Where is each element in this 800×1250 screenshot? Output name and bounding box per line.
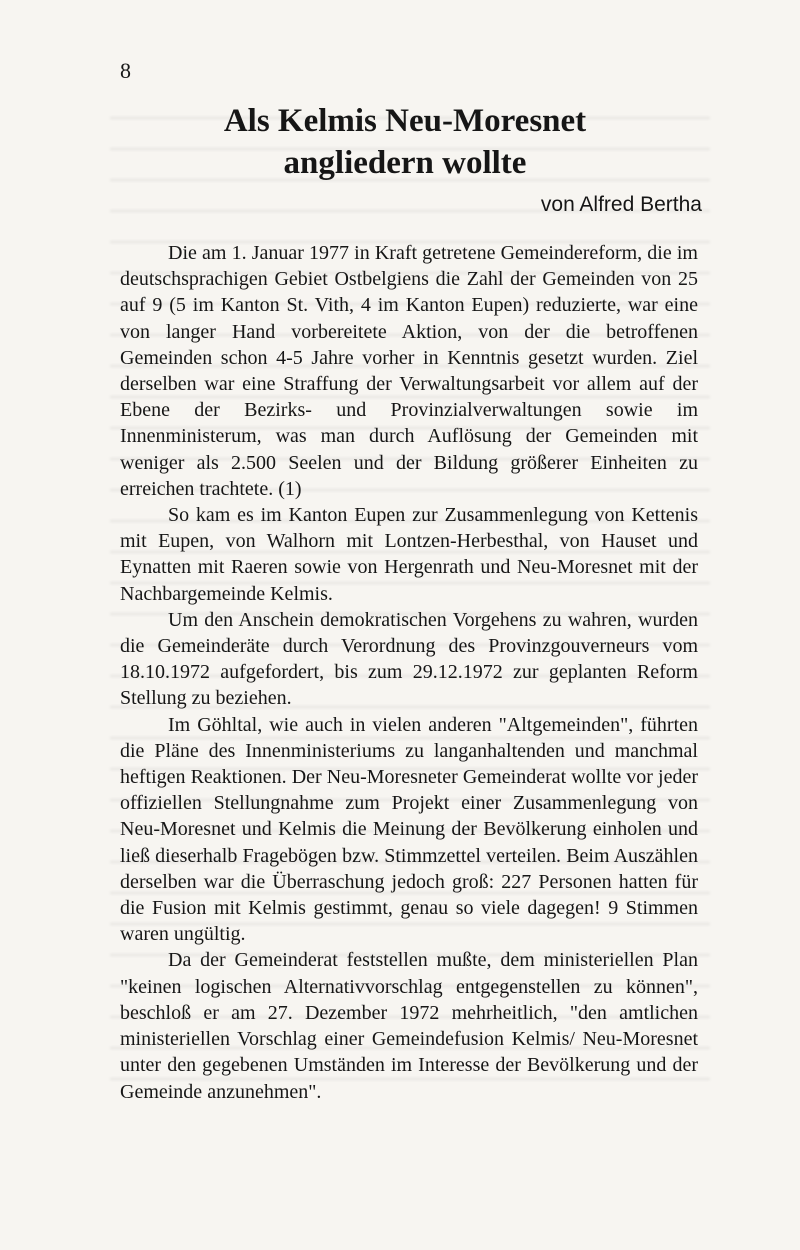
- paragraph: Im Göhltal, wie auch in vielen anderen "Altgemeinden", führten die Pläne des Innenministeriums zu langanhaltenden und manchmal heftigen Reaktionen. Der Neu-Moresneter Gemeinderat wollte vor jeder offiziellen Stellungnahme zum Projekt einer Zusammenlegung von Neu-Moresnet und Kelmis die Meinung der Bevölkerung einholen und ließ dieserhalb Fragebögen bzw. Stimmzettel verteilen. Beim Auszählen derselben war die Überraschung jedoch groß: 227 Personen hatten für die Fusion mit Kelmis gestimmt, genau so viele dagegen! 9 Stimmen waren ungültig.: [120, 713, 698, 946]
- paragraph: Um den Anschein demokratischen Vorgehens zu wahren, wurden die Gemeinderäte durch Verordnung des Provinzgouverneurs vom 18.10.1972 aufgefordert, bis zum 29.12.1972 zur geplanten Reform Stellung zu beziehen.: [120, 608, 698, 710]
- paragraph: Die am 1. Januar 1977 in Kraft getretene Gemeindereform, die im deutschsprachigen Gebiet Ostbelgiens die Zahl der Gemeinden von 25 auf 9 (5 im Kanton St. Vith, 4 im Kanton Eupen) reduzierte, war eine von langer Hand vorbereitete Aktion, von der die betroffenen Gemeinden schon 4-5 Jahre vorher in Kenntnis gesetzt wurden. Ziel derselben war eine Straffung der Verwaltungsarbeit vor allem auf der Ebene der Bezirks- und Provinzialverwaltungen sowie im Innenministerum, was man durch Auflösung der Gemeinden mit weniger als 2.500 Seelen und der Bildung größerer Einheiten zu erreichen trachtete. (1): [120, 242, 698, 500]
- title-line-1: Als Kelmis Neu-Moresnet: [223, 103, 587, 139]
- title-line-2: angliedern wollte: [283, 145, 527, 181]
- article-title: [120, 100, 690, 184]
- paragraph: Da der Gemeinderat feststellen mußte, dem ministeriellen Plan "keinen logischen Alternativvorschlag entgegenstellen zu können", beschloß er am 27. Dezember 1972 mehrheitlich, "den amtlichen ministeriellen Vorschlag einer Gemeindefusion Kelmis/ Neu-Moresnet unter den gegebenen Umständen im Interesse der Bevölkerung und der Gemeinde anzunehmen".: [120, 949, 698, 1103]
- article-body: [120, 240, 698, 1105]
- page-number: 8: [120, 58, 131, 83]
- article-author: von Alfred Bertha: [540, 193, 702, 216]
- paragraph: So kam es im Kanton Eupen zur Zusammenlegung von Kettenis mit Eupen, von Walhorn mit Lontzen-Herbesthal, von Hauset und Eynatten mit Raeren sowie von Hergenrath und Neu-Moresnet mit der Nachbargemeinde Kelmis.: [120, 504, 698, 605]
